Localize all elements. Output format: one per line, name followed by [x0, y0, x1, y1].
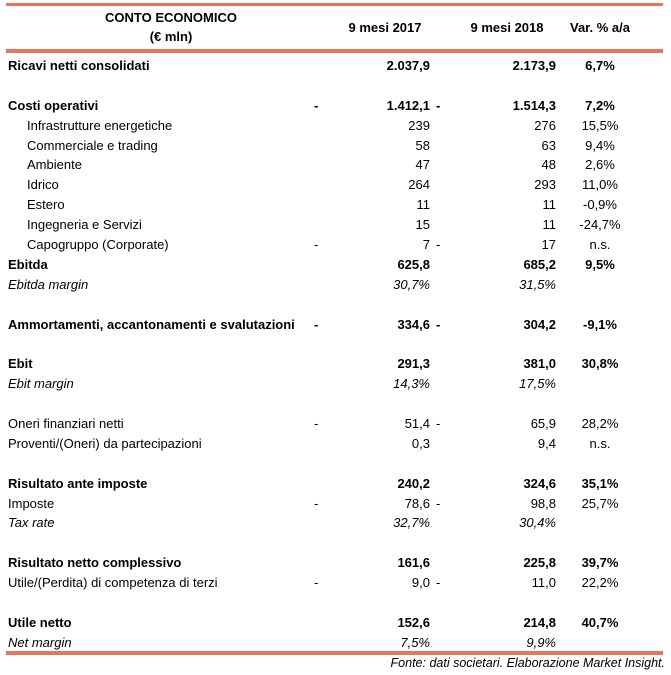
value-2017: 0,3: [411, 435, 430, 451]
row-label: Infrastrutture energetiche: [27, 117, 173, 133]
table-row: [0, 354, 671, 374]
row-label: Ammortamenti, accantonamenti e svalutazioni: [8, 316, 295, 332]
value-var: 35,1%: [581, 475, 619, 491]
value-2018: 324,6: [523, 475, 556, 491]
table-row: [0, 56, 671, 76]
value-2018: 11,0: [531, 575, 556, 591]
value-var: 40,7%: [581, 614, 619, 630]
value-2017: 14,3%: [393, 376, 430, 392]
value-var: 2,6%: [585, 157, 615, 173]
value-2017: 9,0: [411, 575, 430, 591]
value-var: 39,7%: [581, 555, 619, 571]
value-var: [562, 513, 638, 533]
minus-sign-2017: -: [314, 575, 319, 591]
value-2017: 1.412,1: [386, 97, 430, 113]
spacer-row: [0, 334, 671, 354]
table-title: CONTO ECONOMICO: [105, 10, 237, 25]
value-2018: 11: [542, 217, 556, 233]
row-label: Imposte: [8, 495, 55, 511]
value-2017: 291,3: [397, 356, 430, 372]
value-var: -0,9%: [583, 197, 617, 213]
table-body: [0, 56, 671, 653]
table-row: [0, 235, 671, 255]
value-var: -24,7%: [579, 217, 621, 233]
value-2018: 381,0: [523, 356, 556, 372]
value-2017: 239: [408, 117, 430, 133]
value-2018: 63: [541, 137, 556, 153]
value-2018: 293: [534, 177, 556, 193]
value-2017: 161,6: [397, 555, 430, 571]
value-2017: 7,5%: [400, 634, 430, 650]
value-2017: 264: [408, 177, 430, 193]
value-2018: 304,2: [523, 316, 556, 332]
minus-sign-2017: -: [314, 495, 319, 511]
row-label: Ricavi netti consolidati: [8, 58, 150, 73]
minus-sign-2018: -: [436, 316, 441, 332]
minus-sign-2017: -: [314, 416, 319, 432]
column-header-2017: 9 mesi 2017: [348, 19, 422, 35]
table-row: [0, 474, 671, 494]
value-2018: 9,9%: [526, 634, 556, 650]
source-note: Fonte: dati societari. Elaborazione Market Insight.: [390, 656, 665, 670]
value-2017: 51,4: [404, 416, 430, 432]
value-2018: 2.173,9: [512, 58, 556, 73]
value-var: 9,4%: [585, 137, 615, 153]
value-2017: 152,6: [397, 614, 430, 630]
value-var: 9,5%: [585, 256, 615, 272]
table-row: [0, 494, 671, 514]
table-row: [0, 315, 671, 335]
table-row: [0, 96, 671, 116]
value-var: 28,2%: [581, 416, 619, 432]
value-2018: 9,4: [537, 435, 556, 451]
table-row: [0, 136, 671, 156]
minus-sign-2018: -: [436, 97, 441, 113]
row-label: Tax rate: [8, 515, 55, 531]
value-var: [562, 275, 638, 295]
table-row: [0, 633, 671, 653]
spacer-row: [0, 533, 671, 553]
table-row: [0, 116, 671, 136]
value-2018: 1.514,3: [512, 97, 556, 113]
value-var: 15,5%: [581, 117, 619, 133]
value-2018: 225,8: [523, 555, 556, 571]
row-label: Utile netto: [8, 614, 72, 630]
value-2018: 31,5%: [519, 276, 556, 292]
row-label: Ebitda margin: [8, 276, 89, 292]
spacer-row: [0, 454, 671, 474]
bottom-border-line: [6, 651, 663, 655]
value-2017: 11: [416, 197, 430, 213]
value-2018: 17: [541, 237, 556, 253]
column-header-2018: 9 mesi 2018: [470, 19, 544, 35]
value-2018: 276: [534, 117, 556, 133]
spacer-row: [0, 593, 671, 613]
table-row: [0, 573, 671, 593]
value-var: 30,8%: [581, 356, 619, 372]
value-var: [562, 374, 638, 394]
table-row: [0, 275, 671, 295]
value-2017: 58: [415, 137, 430, 153]
row-label: Oneri finanziari netti: [8, 416, 124, 432]
row-label: Proventi/(Oneri) da partecipazioni: [8, 435, 202, 451]
spacer-row: [0, 394, 671, 414]
spacer-row: [0, 295, 671, 315]
minus-sign-2017: -: [314, 237, 319, 253]
minus-sign-2018: -: [436, 237, 441, 253]
minus-sign-2017: -: [314, 316, 319, 332]
table-row: [0, 155, 671, 175]
minus-sign-2018: -: [436, 575, 441, 591]
value-2018: 11: [542, 197, 556, 213]
table-row: [0, 374, 671, 394]
value-2017: 2.037,9: [386, 58, 430, 73]
table-row: [0, 195, 671, 215]
row-label: Idrico: [27, 177, 59, 193]
value-2018: 30,4%: [519, 515, 556, 531]
value-2017: 30,7%: [393, 276, 430, 292]
table-row: [0, 434, 671, 454]
top-border-line: [6, 3, 663, 6]
minus-sign-2017: -: [314, 97, 319, 113]
row-label: Net margin: [8, 634, 72, 650]
row-label: Ambiente: [27, 157, 82, 173]
value-var: 25,7%: [581, 495, 619, 511]
table-row: [0, 553, 671, 573]
table-row: [0, 414, 671, 434]
value-2018: 214,8: [523, 614, 556, 630]
value-var: n.s.: [589, 237, 611, 253]
value-2017: 7: [422, 237, 430, 253]
value-var: 6,7%: [585, 58, 615, 73]
value-2018: 685,2: [523, 256, 556, 272]
row-label: Capogruppo (Corporate): [27, 237, 169, 253]
table-row: [0, 255, 671, 275]
value-var: [562, 633, 638, 653]
value-2018: 17,5%: [519, 376, 556, 392]
row-label: Utile/(Perdita) di competenza di terzi: [8, 575, 218, 591]
value-var: 11,0%: [582, 177, 618, 193]
value-2018: 65,9: [530, 416, 556, 432]
table-row: [0, 513, 671, 533]
value-2017: 625,8: [397, 256, 430, 272]
value-2017: 47: [415, 157, 430, 173]
value-2018: 98,8: [530, 495, 556, 511]
value-var: -9,1%: [583, 316, 617, 332]
row-label: Ebit: [8, 356, 33, 372]
value-2018: 48: [541, 157, 556, 173]
minus-sign-2018: -: [436, 416, 441, 432]
header-divider-line: [6, 49, 663, 53]
row-label: Commerciale e trading: [27, 137, 158, 153]
row-label: Estero: [27, 197, 65, 213]
row-label: Risultato netto complessivo: [8, 555, 182, 571]
minus-sign-2018: -: [436, 495, 441, 511]
value-2017: 15: [415, 217, 430, 233]
value-2017: 240,2: [397, 475, 430, 491]
row-label: Ebitda: [8, 256, 48, 272]
row-label: Ingegneria e Servizi: [27, 217, 142, 233]
table-row: [0, 613, 671, 633]
table-row: [0, 175, 671, 195]
table-title-block: [6, 8, 336, 46]
value-var: n.s.: [589, 435, 611, 451]
value-2017: 32,7%: [393, 515, 430, 531]
row-label: Costi operativi: [8, 97, 99, 113]
value-var: 22,2%: [581, 575, 619, 591]
table-unit-label: (€ mln): [149, 29, 193, 44]
row-label: Ebit margin: [8, 376, 74, 392]
column-header-var: Var. % a/a: [570, 19, 630, 35]
row-label: Risultato ante imposte: [8, 475, 148, 491]
value-var: 7,2%: [585, 97, 615, 113]
spacer-row: [0, 76, 671, 96]
value-2017: 334,6: [397, 316, 430, 332]
table-row: [0, 215, 671, 235]
value-2017: 78,6: [404, 495, 430, 511]
